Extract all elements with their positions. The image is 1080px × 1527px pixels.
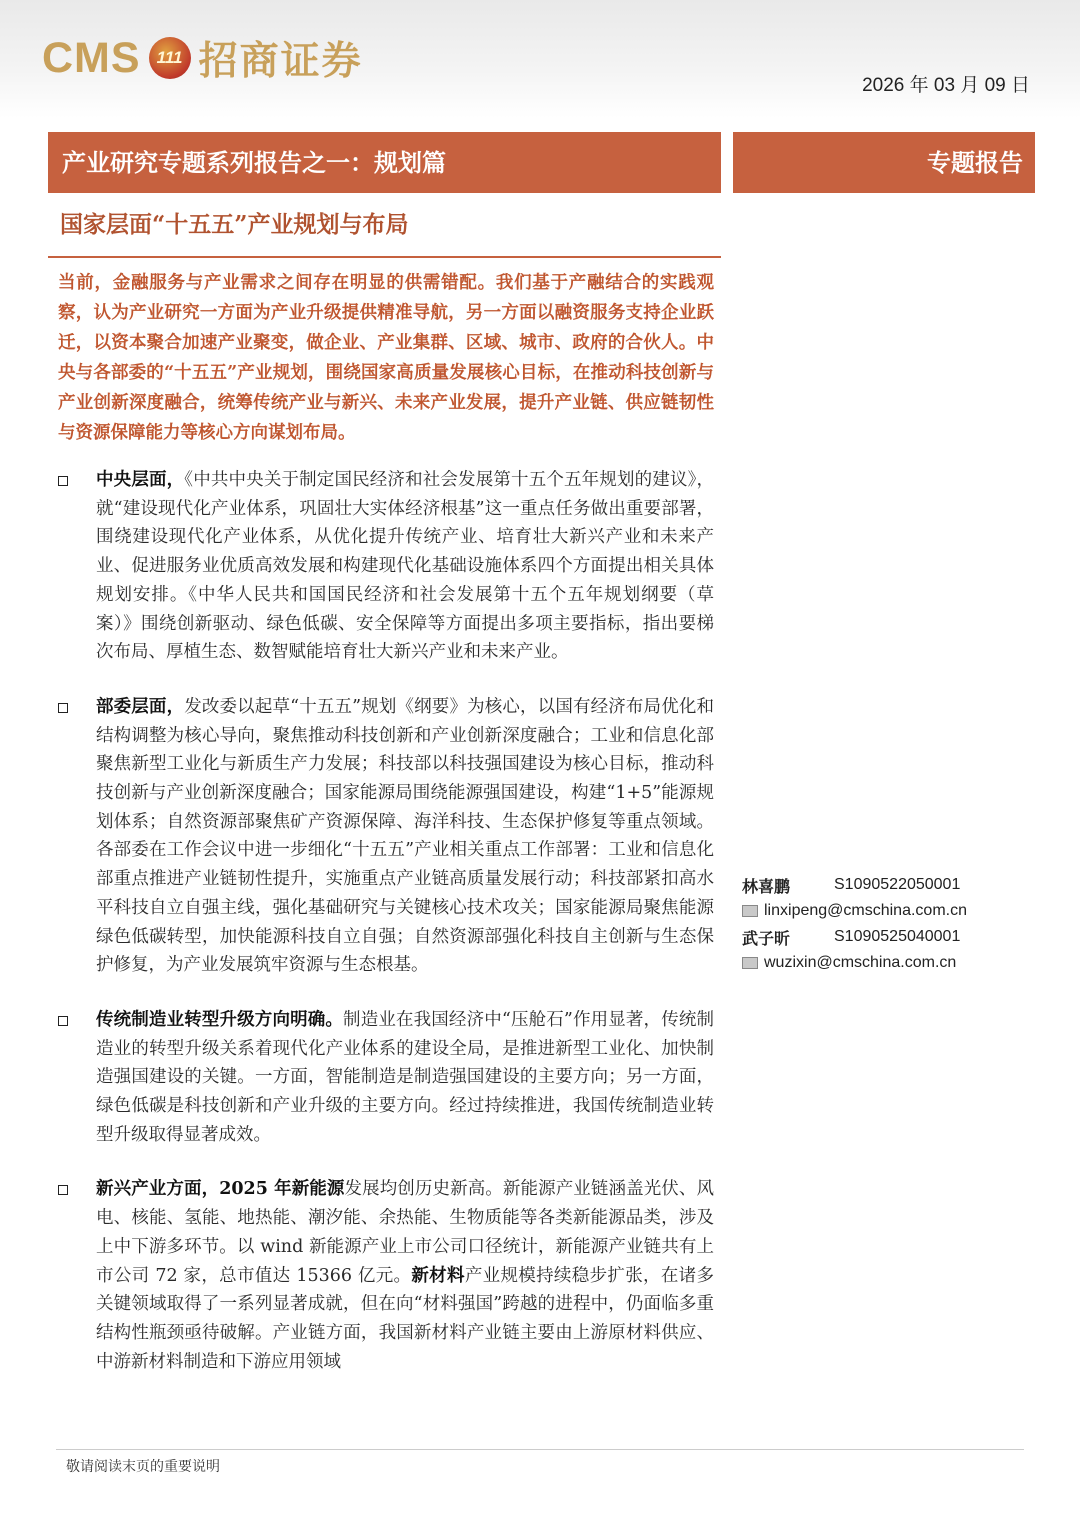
point-lead: 中央层面， [96, 470, 185, 490]
point-text: 发改委以起草“十五五”规划《纲要》为核心，以国有经济布局优化和结构调整为核心导向，聚焦推动科技创新和产业创新深度融合；工业和信息化部聚焦新型工业化与新质生产力发展；科技部以科技强国建设为核心目标，推动科技创新与产业创新深度融合；国家能源局围绕能源强国建设，构建“1+5”能源规划体系；自然资源部聚焦矿产资源保障、海洋科技、生态保护修复等重点领域。各部委在工作会议中进一步细化“十五五”产业相关重点工作部署：工业和信息化部重点推进产业链韧性提升，实施重点产业链高质量发展行动；科技部紧扣高水平科技自立自强主线，强化基础研究与关键核心技术攻关；国家能源局聚焦能源绿色低碳转型，加快能源科技自立自强；自然资源部强化科技自主创新与生态保护修复，为产业发展筑牢资源与生态根基。 [96, 696, 714, 976]
analyst-row [742, 924, 1042, 950]
logo-cn-text: 招商证券 [198, 38, 363, 84]
square-bullet-icon [58, 703, 68, 713]
report-type-bar: 专题报告 [733, 132, 1035, 193]
report-subtitle: 国家层面“十五五”产业规划与布局 [60, 211, 409, 238]
logo-emblem-text: 111 [156, 48, 183, 67]
analyst-email[interactable]: linxipeng@cmschina.com.cn [764, 902, 967, 919]
point-lead: 部委层面， [96, 696, 185, 717]
footer-divider [56, 1449, 1024, 1450]
mail-icon [742, 957, 758, 969]
footer-disclaimer: 敬请阅读末页的重要说明 [66, 1459, 220, 1475]
series-title-bar: 产业研究专题系列报告之一：规划篇 [48, 132, 721, 193]
analyst-cert-id: S1090522050001 [834, 876, 961, 893]
key-point-central [58, 466, 714, 667]
key-points-list [58, 466, 714, 1402]
point-text-2: 产业规模持续稳步扩张，在诸多关键领域取得了一系列显著成就，但在向“材料强国”跨越的进程中，仍面临多重结构性瓶颈亟待破解。产业链方面，我国新材料产业链主要由上游原材料供应、中游新材料制造和下游应用领域 [96, 1265, 714, 1372]
point-text: 制造业在我国经济中“压舱石”作用显著，传统制造业的转型升级关系着现代化产业体系的建设全局，是推进新型工业化、加快制造强国建设的关键。一方面，智能制造是制造强国建设的主要方向；另一方面，绿色低碳是科技创新和产业升级的主要方向。经过持续推进，我国传统制造业转型升级取得显著成效。 [96, 1009, 714, 1145]
cms-logo [42, 32, 363, 84]
analyst-email-row [742, 950, 1042, 976]
analyst-email-row [742, 898, 1042, 924]
analyst-cert-id: S1090525040001 [834, 928, 961, 945]
analyst-email[interactable]: wuzixin@cmschina.com.cn [764, 954, 957, 971]
key-point-traditional-manufacturing [58, 1006, 714, 1150]
analyst-name: 武子昕 [742, 928, 791, 948]
point-text: 《中共中央关于制定国民经济和社会发展第十五个五年规划的建议》，就“建设现代化产业体系，巩固壮大实体经济根基”这一重点任务做出重要部署，围绕建设现代化产业体系，从优化提升传统产业、培育壮大新兴产业和未来产业、促进服务业优质高效发展和构建现代化基础设施体系四个方面提出相关具体规划安排。《中华人民共和国国民经济和社会发展第十五个五年规划纲要（草案）》围绕创新驱动、绿色低碳、安全保障等方面提出多项主要指标，指出要梯次布局、厚植生态、数智赋能培育壮大新兴产业和未来产业。 [96, 470, 715, 663]
report-date: 2026 年 03 月 09 日 [862, 75, 1030, 96]
square-bullet-icon [58, 1185, 68, 1195]
analyst-name: 林喜鹏 [742, 876, 791, 896]
key-point-ministries [58, 693, 714, 980]
point-lead-2: 新材料 [411, 1265, 465, 1286]
abstract-paragraph: 当前，金融服务与产业需求之间存在明显的供需错配。我们基于产融结合的实践观察，认为产业研究一方面为产业升级提供精准导航，另一方面以融资服务支持企业跃迁，以资本聚合加速产业聚变，做企业、产业集群、区域、城市、政府的合伙人。中央与各部委的“十五五”产业规划，围绕国家高质量发展核心目标，在推动科技创新与产业创新深度融合，统筹传统产业与新兴、未来产业发展，提升产业链、供应链韧性与资源保障能力等核心方向谋划布局。 [58, 273, 714, 443]
key-point-emerging-industries [58, 1175, 714, 1376]
analyst-block [742, 872, 1042, 976]
logo-emblem-icon [149, 37, 191, 79]
square-bullet-icon [58, 476, 68, 486]
square-bullet-icon [58, 1016, 68, 1026]
point-text: 发展均创历史新高。新能源产业链涵盖光伏、风电、核能、氢能、地热能、潮汐能、余热能、生物质能等各类新能源品类，涉及上中下游多环节。以 wind 新能源产业上市公司口径统计，新能源产业链共有上市公司 72 家，总市值达 15366 亿元。 [96, 1179, 714, 1286]
logo-cms-text: CMS [42, 33, 141, 82]
point-lead: 传统制造业转型升级方向明确。 [96, 1009, 344, 1030]
point-lead: 新兴产业方面，2025 年新能源 [96, 1179, 345, 1200]
analyst-row [742, 872, 1042, 898]
subtitle-divider [48, 256, 721, 258]
mail-icon [742, 905, 758, 917]
